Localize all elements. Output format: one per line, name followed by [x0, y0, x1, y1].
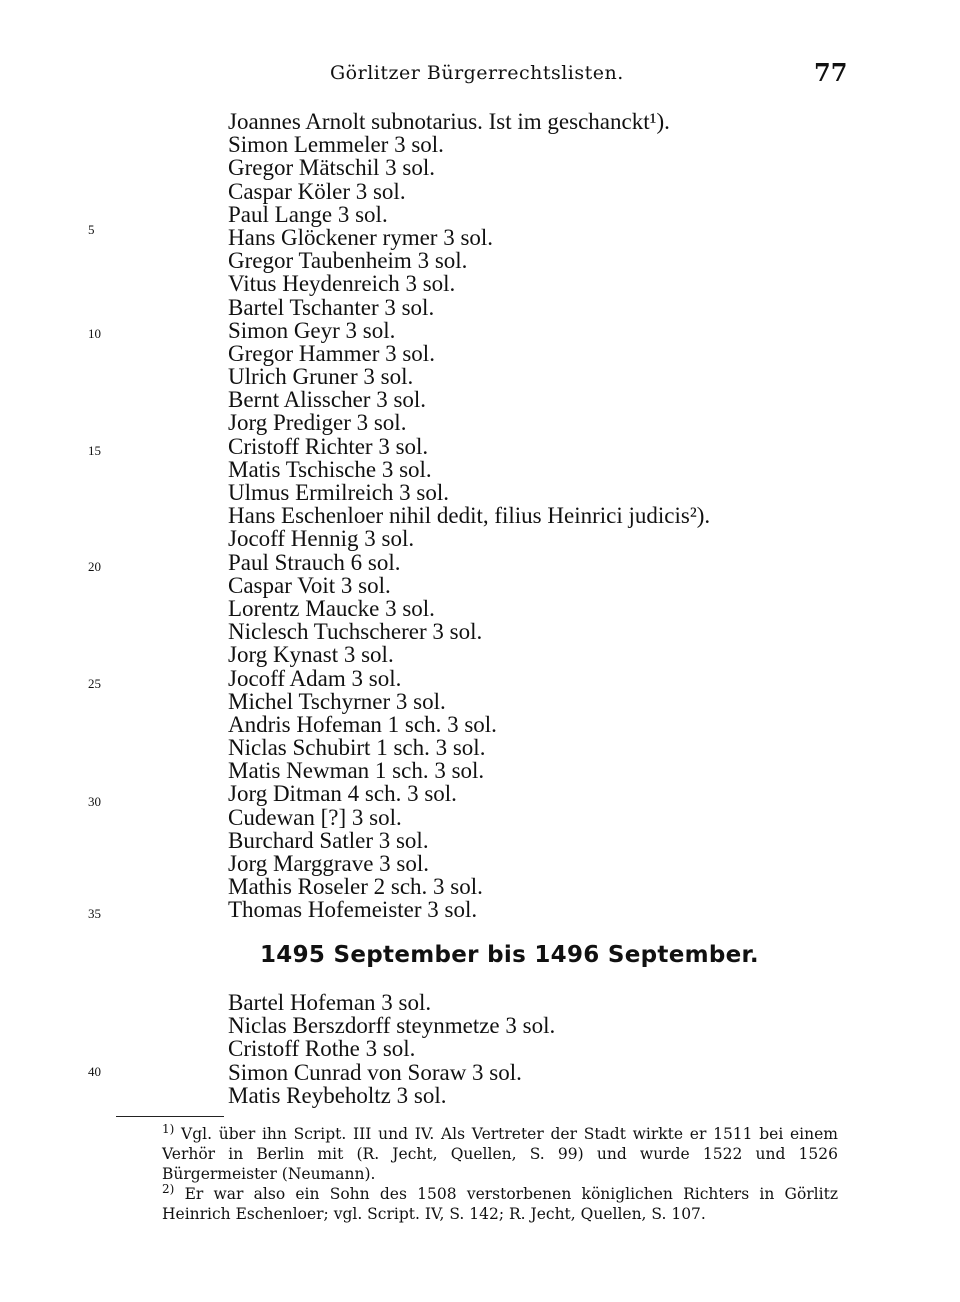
line-number: 40 [88, 1064, 101, 1079]
line-number: 30 [88, 794, 101, 809]
page-number: 77 [814, 58, 848, 87]
list-entry: Lorentz Maucke 3 sol. [228, 595, 435, 621]
list-entry: Cristoff Rothe 3 sol. [228, 1036, 416, 1062]
line-number: 15 [88, 443, 101, 458]
list-entry: Gregor Taubenheim 3 sol. [228, 248, 468, 274]
list-entry: Jocoff Hennig 3 sol. [228, 526, 415, 552]
list-entry: Bartel Hofeman 3 sol. [228, 990, 432, 1015]
list-entry: Andris Hofeman 1 sch. 3 sol. [228, 711, 497, 737]
citizen-list-1494-1495 [228, 110, 710, 922]
list-entry: Simon Geyr 3 sol. [228, 317, 396, 343]
list-entry: Paul Strauch 6 sol. [228, 549, 401, 575]
list-entry: Hans Eschenloer nihil dedit, filius Heinrici judicis²). [228, 503, 711, 529]
list-entry: Vitus Heydenreich 3 sol. [228, 271, 456, 297]
footnote-mark: 1) [162, 1121, 175, 1136]
list-entry: Ulmus Ermilreich 3 sol. [228, 480, 450, 505]
list-entry: Thomas Hofemeister 3 sol. [228, 897, 478, 923]
list-entry: Niclesch Tuchscherer 3 sol. [228, 619, 483, 645]
list-entry: Caspar Voit 3 sol. [228, 572, 391, 598]
list-entry: Jorg Ditman 4 sch. 3 sol. [228, 781, 457, 807]
footnote-text: Er war also ein Sohn des 1508 verstorbenen königlichen Richters in Görlitz Heinrich Eschenloer; vgl. Script. IV, S. 142; R. Jecht, Quellen, S. 107. [162, 1185, 838, 1223]
list-entry: Jocoff Adam 3 sol. [228, 665, 402, 691]
list-entry: Matis Tschische 3 sol. [228, 456, 432, 482]
list-entry: Mathis Roseler 2 sch. 3 sol. [228, 874, 483, 900]
list-entry: Michel Tschyrner 3 sol. [228, 688, 446, 714]
list-entry: Matis Newman 1 sch. 3 sol. [228, 758, 485, 784]
footnote-mark: 2) [162, 1181, 175, 1196]
list-entry: Caspar Köler 3 sol. [228, 178, 406, 204]
footnote-1 [116, 1121, 838, 1184]
citizen-list-1495-1496 [228, 991, 555, 1107]
list-entry: Gregor Hammer 3 sol. [228, 340, 435, 366]
list-entry: Jorg Kynast 3 sol. [228, 642, 394, 668]
list-entry: Hans Glöckener rymer 3 sol. [228, 224, 494, 250]
list-entry: Paul Lange 3 sol. [228, 201, 388, 227]
list-entry: Ulrich Gruner 3 sol. [228, 364, 414, 390]
line-number: 35 [88, 906, 101, 921]
list-entry: Cudewan [?] 3 sol. [228, 804, 402, 830]
list-entry: Jorg Marggrave 3 sol. [228, 851, 430, 876]
section-heading: 1495 September bis 1496 September. [260, 942, 759, 968]
list-entry: Niclas Berszdorff steynmetze 3 sol. [228, 1013, 556, 1039]
list-entry: Simon Cunrad von Soraw 3 sol. [228, 1059, 522, 1085]
list-entry: Simon Lemmeler 3 sol. [228, 132, 444, 158]
line-number: 25 [88, 676, 101, 691]
list-entry: Gregor Mätschil 3 sol. [228, 155, 435, 181]
list-entry: Burchard Satler 3 sol. [228, 827, 429, 853]
line-number: 20 [88, 559, 101, 574]
list-entry: Joannes Arnolt subnotarius. Ist im geschanckt¹). [228, 109, 670, 134]
footnotes [116, 1121, 838, 1224]
list-entry: Bartel Tschanter 3 sol. [228, 294, 435, 320]
footnote-text: Vgl. über ihn Script. III und IV. Als Vertreter der Stadt wirkte er 1511 bei einem Verhör in Berlin mit (R. Jecht, Quellen, S. 99) und wurde 1522 und 1526 Bürgermeister (Neumann). [162, 1125, 838, 1183]
list-entry: Cristoff Richter 3 sol. [228, 433, 429, 459]
list-entry: Bernt Alisscher 3 sol. [228, 387, 427, 413]
list-entry: Matis Reybeholtz 3 sol. [228, 1082, 447, 1108]
line-number: 10 [88, 326, 101, 341]
footnote-rule [116, 1116, 224, 1117]
line-number: 5 [88, 222, 95, 237]
running-head: Görlitzer Bürgerrechtslisten. [330, 62, 624, 84]
list-entry: Niclas Schubirt 1 sch. 3 sol. [228, 735, 486, 761]
list-entry: Jorg Prediger 3 sol. [228, 410, 407, 436]
footnote-2 [116, 1181, 838, 1224]
